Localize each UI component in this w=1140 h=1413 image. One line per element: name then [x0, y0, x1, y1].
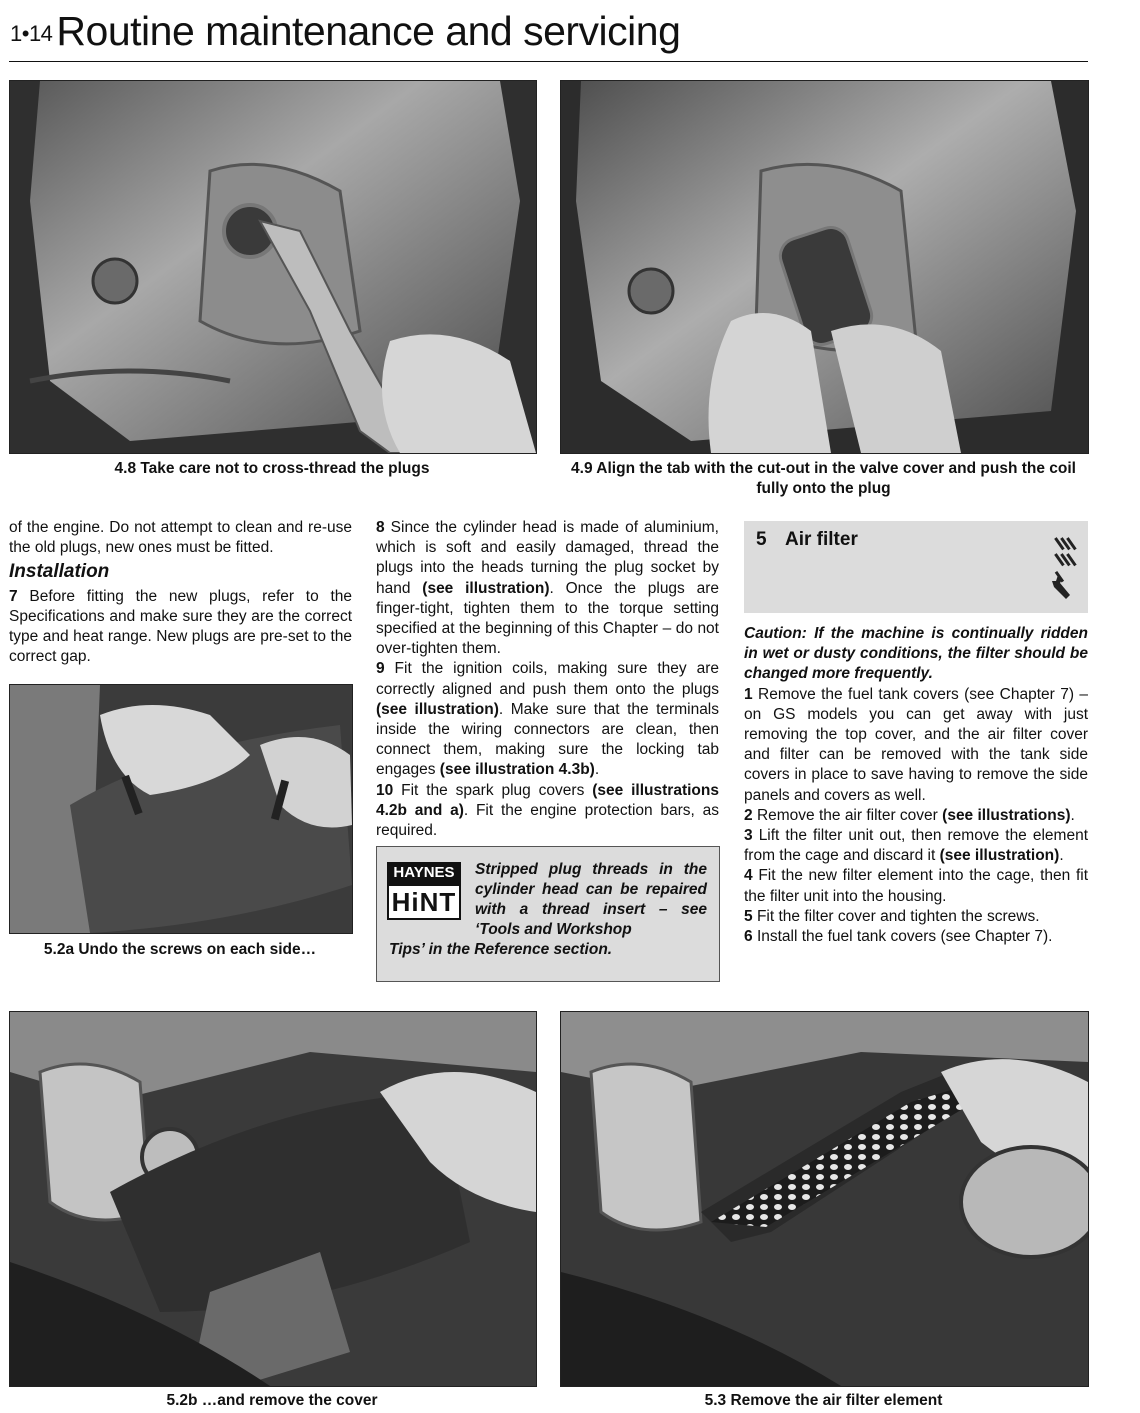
header-rule	[9, 61, 1088, 62]
haynes-hint-box	[376, 846, 720, 982]
photo-4-9	[560, 80, 1089, 454]
step-2-ref: (see illustrations)	[942, 806, 1071, 824]
step-5-number: 5	[744, 907, 753, 925]
hint-text-2: Tips’ in the Reference section.	[389, 941, 613, 958]
step-2-text: Remove the air filter cover	[756, 806, 938, 824]
step-2	[744, 806, 1088, 826]
step-6	[744, 927, 1088, 947]
step-5-text: Fit the filter cover and tighten the screws.	[756, 907, 1040, 925]
page-header	[10, 8, 680, 55]
step-7	[9, 587, 352, 668]
step-10-number: 10	[376, 781, 394, 799]
step-4	[744, 866, 1088, 906]
step-7-number: 7	[9, 587, 18, 605]
photo-5-2a	[9, 684, 353, 934]
step-1-number: 1	[744, 685, 753, 703]
caption-5-2a: 5.2a Undo the screws on each side…	[43, 941, 317, 958]
text-column-3	[744, 624, 1088, 947]
step-9-ref: (see illustration)	[376, 700, 499, 718]
caption-5-3: 5.3 Remove the air filter element	[704, 1392, 943, 1409]
step-2-text-2: .	[1070, 806, 1075, 824]
step-9-text-2: . Make sure that the terminals inside the wiring connectors are clean, then connect them, making sure the locking tab engages	[376, 700, 720, 779]
step-8-text-2: . Once the plugs are finger-tight, tighten them to the torque setting specified at the beginning of this Chapter – do not over-tighten them.	[376, 579, 719, 658]
step-9	[376, 659, 719, 780]
step-5	[744, 907, 1088, 927]
step-9-text: Fit the ignition coils, making sure they are correctly aligned and push them onto the plugs	[376, 660, 719, 698]
caution-note: Caution: If the machine is continually ridden in wet or dusty conditions, the filter should be changed more frequently.	[744, 625, 1088, 683]
section-title: Air filter	[785, 529, 858, 550]
step-8-text: Since the cylinder head is made of aluminium, which is soft and easily damaged, thread the plugs into the heads turning the plug socket by hand	[376, 519, 719, 597]
haynes-hint-logo	[387, 862, 461, 922]
logo-haynes-text: HAYNES	[387, 862, 461, 884]
step-8-ref: (see illustration)	[422, 579, 550, 597]
step-1-text: Remove the fuel tank covers (see Chapter 7) – on GS models you can get away with just removing the top cover, and the air filter cover and filter can be removed with the tank side covers in place to save having to remove the side panels and covers as well.	[744, 685, 1088, 804]
intro-paragraph: of the engine. Do not attempt to clean and re-use the old plugs, new ones must be fitted.	[9, 519, 352, 557]
step-3-ref: (see illustration)	[939, 847, 1060, 865]
wrench-rating-icon	[1052, 531, 1082, 603]
step-8	[376, 518, 719, 659]
text-column-2	[376, 518, 719, 841]
step-10-ref: (see illustrations 4.2b and a)	[376, 781, 719, 819]
step-7-text: Before fitting the new plugs, refer to the Specifications and make sure they are the correct type and heat range. New plugs are pre-set to the correct gap.	[9, 587, 352, 666]
step-4-number: 4	[744, 867, 753, 885]
step-9-text-3: .	[594, 761, 600, 779]
caption-4-9: 4.9 Align the tab with the cut-out in the valve cover and push the coil fully onto the plug	[571, 460, 1076, 497]
step-9-ref-2: (see illustration 4.3b)	[439, 761, 595, 779]
caption-4-8: 4.8 Take care not to cross-thread the plugs	[114, 460, 430, 477]
step-2-number: 2	[744, 806, 753, 824]
installation-heading: Installation	[9, 561, 110, 583]
step-4-text: Fit the new filter element into the cage, then fit the filter unit into the housing.	[744, 867, 1089, 905]
step-10	[376, 781, 719, 842]
step-1	[744, 685, 1088, 806]
step-3-number: 3	[744, 827, 753, 845]
step-10-text-2: . Fit the engine protection bars, as required.	[376, 801, 719, 840]
step-3-text-2: .	[1059, 847, 1064, 865]
section-number: 5	[756, 529, 767, 550]
step-10-text: Fit the spark plug covers	[401, 781, 585, 799]
photo-5-2b	[9, 1011, 537, 1387]
page-number: 1•14	[10, 21, 53, 46]
photo-4-8	[9, 80, 537, 454]
step-8-number: 8	[376, 519, 385, 536]
logo-hint-text: HiNT	[387, 884, 461, 920]
step-6-number: 6	[744, 928, 753, 946]
step-6-text: Install the fuel tank covers (see Chapter 7).	[756, 928, 1053, 946]
page-title: Routine maintenance and servicing	[56, 8, 681, 54]
step-9-number: 9	[376, 660, 385, 678]
step-3-text: Lift the filter unit out, then remove the element from the cage and discard it	[744, 827, 1089, 865]
step-3	[744, 826, 1088, 866]
caption-5-2b: 5.2b …and remove the cover	[166, 1392, 378, 1409]
section-5-header	[744, 521, 1088, 613]
text-column-1	[9, 518, 352, 667]
hint-text: Stripped plug threads in the cylinder head can be repaired with a thread insert – see ‘Tools and Workshop	[475, 861, 707, 938]
photo-5-3	[560, 1011, 1089, 1387]
